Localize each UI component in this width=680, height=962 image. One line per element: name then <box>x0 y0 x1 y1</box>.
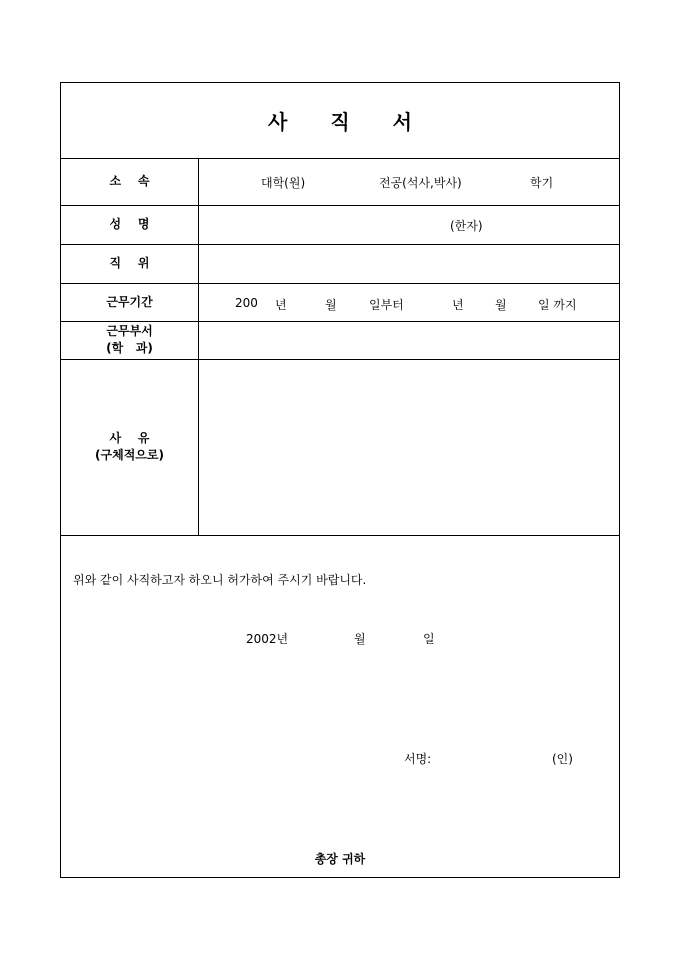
department-label-line1: 근무부서 <box>106 324 153 338</box>
signature-seal[interactable]: (인) <box>552 752 573 766</box>
period-label: 근무기간 <box>106 294 153 309</box>
period-day-from: 일부터 <box>369 298 404 312</box>
period-start-year[interactable]: 200 <box>235 296 258 310</box>
reason-label-line1: 사 유 <box>109 431 150 445</box>
affiliation-label: 소 속 <box>109 174 150 188</box>
period-end-month-unit: 월 <box>495 298 507 312</box>
position-label: 직 위 <box>109 256 150 270</box>
period-day-to: 일 까지 <box>538 298 577 312</box>
name-hanja-field[interactable]: (한자) <box>450 219 483 233</box>
reason-label <box>61 359 198 535</box>
department-label-line2: (학 과) <box>106 341 153 355</box>
date-day[interactable]: 일 <box>423 632 435 646</box>
department-label <box>61 321 198 359</box>
position-field[interactable] <box>206 255 606 273</box>
resignation-statement: 위와 같이 사직하고자 하오니 허가하여 주시기 바랍니다. <box>73 573 367 587</box>
divider <box>61 535 619 536</box>
form-title: 사 직 서 <box>268 110 430 134</box>
period-year-unit: 년 <box>275 298 287 312</box>
date-month[interactable]: 월 <box>354 632 366 646</box>
period-end-year-unit: 년 <box>452 298 464 312</box>
major-field[interactable]: 전공(석사,박사) <box>379 176 462 190</box>
column-divider <box>198 158 199 535</box>
date-year[interactable]: 2002년 <box>246 632 289 646</box>
department-field[interactable] <box>206 331 606 349</box>
reason-field[interactable] <box>206 368 606 526</box>
resignation-form <box>60 82 620 878</box>
period-month-unit: 월 <box>325 298 337 312</box>
name-label: 성 명 <box>109 217 150 231</box>
addressee: 총장 귀하 <box>314 852 366 866</box>
signature-label: 서명: <box>404 752 432 766</box>
semester-field[interactable]: 학기 <box>530 176 554 190</box>
college-field[interactable]: 대학(원) <box>261 176 306 190</box>
reason-label-line2: (구체적으로) <box>95 448 164 462</box>
